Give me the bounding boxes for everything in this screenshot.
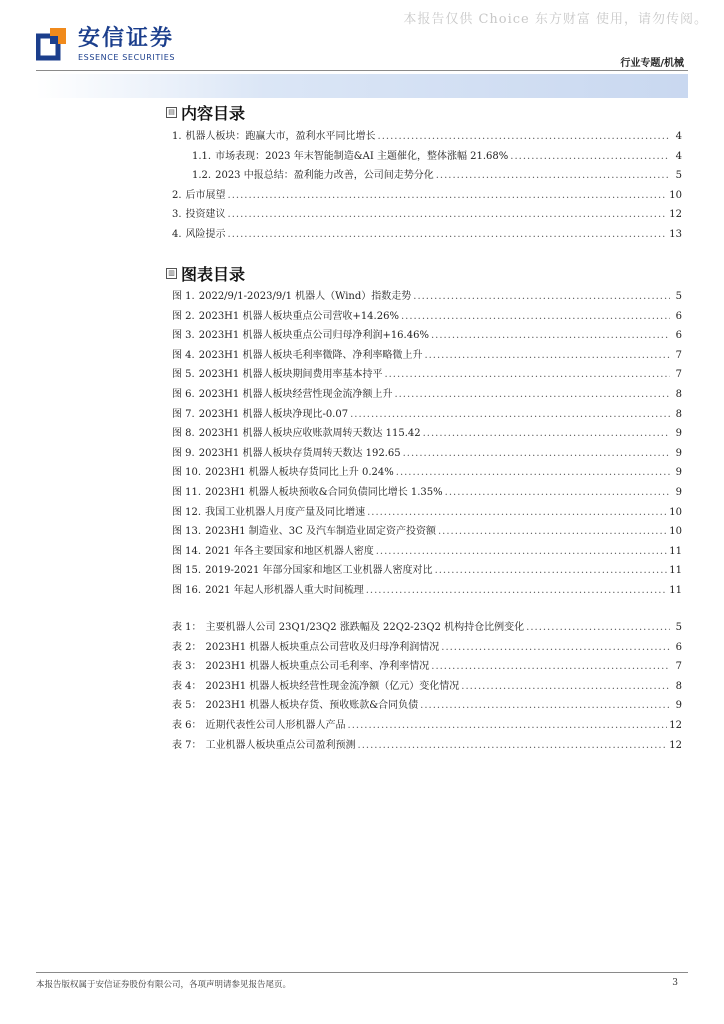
contents-entry-page: 12 <box>669 209 682 221</box>
contents-entry-title: 市场表现：2023 年末智能制造&AI 主题催化，整体涨幅 21.68% <box>215 150 509 162</box>
figure-entry-page: 11 <box>669 545 682 557</box>
figure-entry-number: 图 5. <box>172 369 195 381</box>
figure-entry-title: 2023H1 机器人板块毛利率微降、净利率略微上升 <box>198 349 423 361</box>
document-icon: ▤ <box>166 107 177 118</box>
logo-chinese-name: 安信证券 <box>78 25 175 51</box>
figure-entry-number: 图 7. <box>172 408 195 420</box>
leader-dots <box>378 127 670 147</box>
contents-entry-page: 4 <box>675 131 682 142</box>
table-entry-number: 表 3： <box>172 661 202 673</box>
figure-entry-title: 2023H1 机器人板块经营性现金流净额上升 <box>198 388 393 400</box>
table-entry-number: 表 6： <box>172 719 202 731</box>
figures-title: 图表目录 <box>181 265 246 284</box>
tables-list <box>172 618 682 755</box>
figure-entry-title: 2021 年各主要国家和地区机器人密度 <box>205 545 374 557</box>
figure-entry[interactable] <box>172 503 682 523</box>
figure-entry-number: 图 4. <box>172 349 195 361</box>
leader-dots <box>510 147 670 167</box>
footer-disclaimer: 本报告版权属于安信证券股份有限公司，各项声明请参见报告尾页。 <box>36 980 292 990</box>
figure-entry-page: 6 <box>675 330 682 342</box>
leader-dots <box>228 225 668 245</box>
figures-heading <box>166 262 245 285</box>
leader-dots <box>413 287 670 307</box>
figure-entry[interactable] <box>172 561 682 581</box>
table-entry-title: 主要机器人公司 23Q1/23Q2 涨跌幅及 22Q2-23Q2 机构持仓比例变化 <box>205 622 525 633</box>
figure-entry-number: 图 9. <box>172 447 195 459</box>
leader-dots <box>228 186 668 206</box>
figure-entry[interactable] <box>172 405 682 425</box>
logo-mark-icon <box>36 26 70 62</box>
figure-entry-number: 图 15. <box>172 565 202 577</box>
table-entry-title: 2023H1 机器人板块存货、预收账款&合同负债 <box>205 700 419 712</box>
watermark-text: 本报告仅供 Choice 东方财富 使用，请勿传阅。 <box>403 12 708 27</box>
contents-entry-page: 4 <box>675 150 682 162</box>
figure-entry[interactable] <box>172 287 682 307</box>
table-entry-number: 表 1： <box>172 622 202 633</box>
contents-entry-number: 3. <box>172 209 182 221</box>
contents-entry-number: 1. <box>172 131 182 142</box>
leader-dots <box>435 561 668 581</box>
table-entry-number: 表 2： <box>172 641 202 653</box>
contents-entry-page: 10 <box>669 189 682 201</box>
figure-entry[interactable] <box>172 424 682 444</box>
figure-entry-page: 11 <box>669 584 682 596</box>
figure-entry[interactable] <box>172 522 682 542</box>
table-entry[interactable] <box>172 696 682 716</box>
leader-dots <box>431 326 670 346</box>
leader-dots <box>401 307 670 327</box>
leader-dots <box>461 677 670 697</box>
table-entry-page: 8 <box>675 680 682 692</box>
table-entry[interactable] <box>172 716 682 736</box>
figure-entry[interactable] <box>172 307 682 327</box>
figure-entry-number: 图 12. <box>172 506 202 518</box>
company-logo <box>36 24 175 64</box>
leader-dots <box>438 522 667 542</box>
figure-entry-number: 图 3. <box>172 330 195 342</box>
figure-entry-page: 9 <box>675 447 682 459</box>
figure-entry-page: 11 <box>669 565 682 577</box>
figure-entry-title: 2023H1 机器人板块存货周转天数达 192.65 <box>198 447 401 459</box>
table-entry-title: 2023H1 机器人板块经营性现金流净额（亿元）变化情况 <box>205 680 460 692</box>
leader-dots <box>424 346 670 366</box>
leader-dots <box>348 716 668 736</box>
table-entry-page: 12 <box>669 739 682 751</box>
figure-entry-title: 2023H1 机器人板块应收账款周转天数达 115.42 <box>198 428 421 440</box>
figure-entry-page: 9 <box>675 486 682 498</box>
leader-dots <box>228 205 668 225</box>
leader-dots <box>394 385 670 405</box>
figure-entry-title: 2023H1 机器人板块净现比-0.07 <box>198 408 349 420</box>
table-entry-number: 表 7： <box>172 739 202 751</box>
figure-entry[interactable] <box>172 365 682 385</box>
contents-entry-number: 4. <box>172 228 182 240</box>
contents-entry-title: 风险提示 <box>185 228 226 240</box>
contents-entry-title: 投资建议 <box>185 209 226 221</box>
contents-entry[interactable] <box>172 166 682 186</box>
header-divider <box>36 70 688 71</box>
table-entry-page: 9 <box>675 700 682 712</box>
table-entry-title: 近期代表性公司人形机器人产品 <box>205 719 346 731</box>
figure-entry[interactable] <box>172 581 682 601</box>
leader-dots <box>384 365 670 385</box>
leader-dots <box>376 542 668 562</box>
figure-entry-page: 8 <box>675 388 682 400</box>
contents-title: 内容目录 <box>181 104 246 123</box>
leader-dots <box>350 405 670 425</box>
figure-entry-number: 图 1. <box>172 291 195 302</box>
leader-dots <box>445 483 670 503</box>
contents-entry-page: 5 <box>675 170 682 182</box>
figure-entry-page: 6 <box>675 310 682 322</box>
figure-entry-number: 图 8. <box>172 428 195 440</box>
leader-dots <box>526 618 670 638</box>
figure-entry-number: 图 16. <box>172 584 202 596</box>
table-entry-title: 2023H1 机器人板块重点公司营收及归母净利润情况 <box>205 641 440 653</box>
figure-entry[interactable] <box>172 463 682 483</box>
figure-entry-title: 2022/9/1-2023/9/1 机器人（Wind）指数走势 <box>198 291 412 302</box>
contents-entry[interactable] <box>172 147 682 167</box>
contents-entry-number: 2. <box>172 189 182 201</box>
leader-dots <box>358 736 668 756</box>
leader-dots <box>403 444 670 464</box>
contents-entry[interactable] <box>172 186 682 206</box>
table-entry[interactable] <box>172 638 682 658</box>
leader-dots <box>366 581 668 601</box>
contents-entry-page: 13 <box>669 228 682 240</box>
figure-entry-number: 图 2. <box>172 310 195 322</box>
figure-entry-number: 图 11. <box>172 486 202 498</box>
table-entry-page: 7 <box>675 661 682 673</box>
table-entry-title: 2023H1 机器人板块重点公司毛利率、净利率情况 <box>205 661 430 673</box>
figure-entry-page: 5 <box>675 291 682 302</box>
figure-entry-page: 9 <box>675 428 682 440</box>
table-entry[interactable] <box>172 736 682 756</box>
contents-list <box>172 127 682 245</box>
leader-dots <box>431 657 670 677</box>
figure-entry-page: 7 <box>675 369 682 381</box>
figure-entry[interactable] <box>172 385 682 405</box>
table-entry-number: 表 4： <box>172 680 202 692</box>
figure-entry-page: 10 <box>669 526 682 538</box>
figure-entry-title: 2023H1 机器人板块存货同比上升 0.24% <box>205 467 394 479</box>
figure-entry-title: 2023H1 机器人板块重点公司归母净利润+16.46% <box>198 330 429 342</box>
leader-dots <box>396 463 670 483</box>
table-entry[interactable] <box>172 618 682 638</box>
contents-entry-number: 1.1. <box>192 150 212 162</box>
figure-entry-number: 图 13. <box>172 526 202 538</box>
logo-english-name: ESSENCE SECURITIES <box>78 52 176 62</box>
figures-list <box>172 287 682 601</box>
contents-entry[interactable] <box>172 205 682 225</box>
figure-entry[interactable] <box>172 444 682 464</box>
figure-entry-page: 8 <box>675 408 682 420</box>
chart-icon: ▥ <box>166 268 177 279</box>
contents-entry-number: 1.2. <box>192 170 212 182</box>
figure-entry[interactable] <box>172 346 682 366</box>
table-entry[interactable] <box>172 677 682 697</box>
figure-entry-title: 2019-2021 年部分国家和地区工业机器人密度对比 <box>205 565 433 577</box>
figure-entry-title: 2023H1 机器人板块预收&合同负债同比增长 1.35% <box>205 486 443 498</box>
figure-entry-title: 我国工业机器人月度产量及同比增速 <box>205 506 366 518</box>
figure-entry[interactable] <box>172 542 682 562</box>
table-entry-page: 5 <box>675 622 682 633</box>
report-category: 行业专题/机械 <box>620 58 684 69</box>
figure-entry-number: 图 14. <box>172 545 202 557</box>
leader-dots <box>423 424 670 444</box>
figure-entry-number: 图 6. <box>172 388 195 400</box>
footer-divider <box>36 972 688 973</box>
figure-entry-title: 2021 年起人形机器人重大时间梳理 <box>205 584 364 596</box>
figure-entry-number: 图 10. <box>172 467 202 479</box>
figure-entry[interactable] <box>172 326 682 346</box>
table-entry-page: 6 <box>675 641 682 653</box>
leader-dots <box>367 503 667 523</box>
figure-entry-title: 2023H1 制造业、3C 及汽车制造业固定资产投资额 <box>205 526 436 538</box>
figure-entry-title: 2023H1 机器人板块期间费用率基本持平 <box>198 369 383 381</box>
leader-dots <box>420 696 670 716</box>
page-number: 3 <box>672 978 678 988</box>
figure-entry-page: 10 <box>669 506 682 518</box>
figure-entry-title: 2023H1 机器人板块重点公司营收+14.26% <box>198 310 399 322</box>
contents-heading <box>166 101 245 124</box>
figure-entry[interactable] <box>172 483 682 503</box>
leader-dots <box>436 166 670 186</box>
contents-entry-title: 后市展望 <box>185 189 226 201</box>
table-entry-page: 12 <box>669 719 682 731</box>
leader-dots <box>441 638 670 658</box>
figure-entry-page: 7 <box>675 349 682 361</box>
figure-entry-page: 9 <box>675 467 682 479</box>
contents-entry[interactable] <box>172 225 682 245</box>
table-entry[interactable] <box>172 657 682 677</box>
contents-entry-title: 2023 中报总结：盈利能力改善，公司间走势分化 <box>215 170 434 182</box>
contents-entry-title: 机器人板块：跑赢大市，盈利水平同比增长 <box>185 131 376 142</box>
header-band <box>36 74 688 98</box>
table-entry-title: 工业机器人板块重点公司盈利预测 <box>205 739 356 751</box>
contents-entry[interactable] <box>172 127 682 147</box>
table-entry-number: 表 5： <box>172 700 202 712</box>
